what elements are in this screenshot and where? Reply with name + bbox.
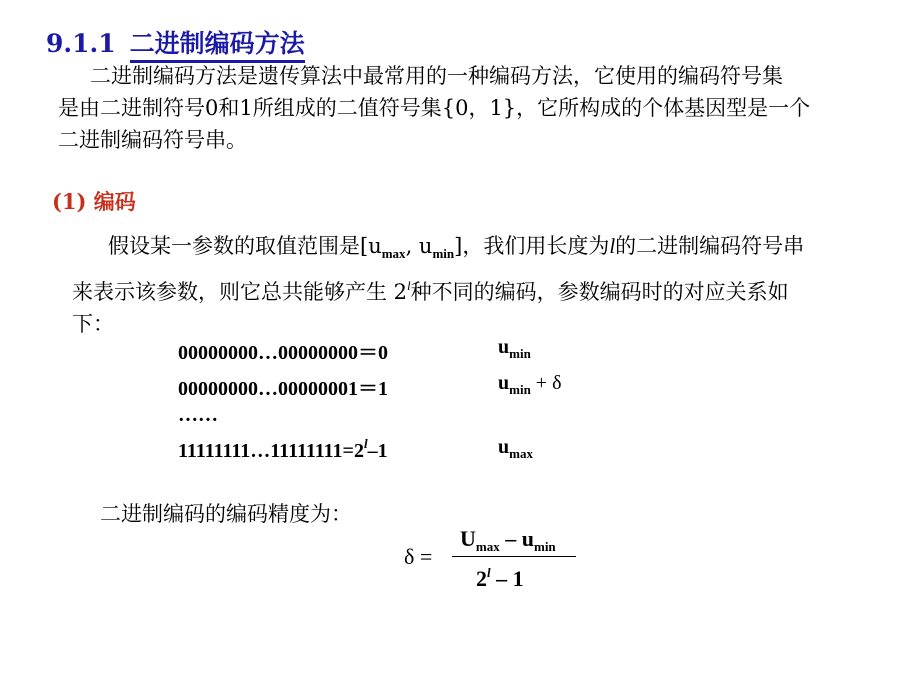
subscript: min [432, 246, 455, 261]
mapping-row-2-value [498, 372, 562, 398]
text-fragment: 11111111…11111111=2 [178, 440, 364, 462]
mapping-row-1-code: 00000000…00000000＝0 [178, 342, 388, 364]
intro-paragraph [58, 60, 888, 156]
formula-denominator [476, 565, 524, 592]
subscript: max [475, 539, 500, 554]
subscript: max [509, 446, 533, 461]
subscript: min [509, 382, 531, 397]
mapping-row-4-value [498, 436, 533, 462]
u-symbol: u [498, 372, 510, 394]
U-symbol: U [460, 526, 476, 551]
mapping-row-1-value [498, 336, 531, 362]
text-fragment: 假设某一参数的取值范围是[u [108, 234, 382, 258]
u-symbol: u [498, 336, 510, 358]
formula-lhs: δ = [404, 544, 433, 569]
section-heading [46, 24, 305, 60]
precision-label: 二进制编码的编码精度为： [100, 502, 352, 526]
heading-title: 二进制编码方法 [130, 29, 305, 63]
subsection-heading: (1) 编码 [52, 189, 136, 214]
encoding-line-3: 下： [72, 312, 114, 336]
subscript: min [509, 346, 531, 361]
variable-l: l [609, 234, 616, 258]
text-fragment: – u [499, 526, 534, 551]
text-fragment: – 1 [490, 566, 524, 591]
encoding-line-2 [72, 270, 896, 308]
superscript: l [363, 436, 368, 451]
intro-line-2: 是由二进制符号0和1所组成的二值符号集{0，1}，它所构成的个体基因型是一个 [58, 96, 811, 120]
mapping-row-4-code [178, 436, 388, 463]
mapping-row-2-code: 00000000…00000001＝1 [178, 378, 388, 400]
intro-line-3: 二进制编码符号串。 [58, 128, 247, 152]
text-fragment: ]，我们用长度为 [454, 234, 610, 258]
text-fragment: 种不同的编码，参数编码时的对应关系如 [410, 280, 789, 304]
delta-term: + δ [530, 372, 562, 394]
text-fragment: , u [405, 234, 433, 258]
mapping-row-3-ellipsis: …… [178, 404, 218, 426]
formula-numerator [460, 526, 556, 555]
text-fragment: 2 [476, 566, 487, 591]
intro-line-1: 二进制编码方法是遗传算法中最常用的一种编码方法，它使用的编码符号集 [90, 64, 783, 88]
text-fragment: 来表示该参数，则它总共能够产生 2 [72, 280, 408, 304]
heading-number: 9.1.1 [46, 29, 116, 58]
superscript: l [407, 278, 411, 293]
encoding-line-1 [76, 230, 896, 270]
encoding-paragraph [72, 230, 896, 340]
subscript: max [381, 246, 406, 261]
superscript: l [487, 565, 491, 580]
fraction-bar [452, 556, 576, 557]
u-symbol: u [498, 436, 510, 458]
text-fragment: 的二进制编码符号串 [615, 234, 805, 258]
text-fragment: –1 [367, 440, 388, 462]
subscript: min [533, 539, 556, 554]
